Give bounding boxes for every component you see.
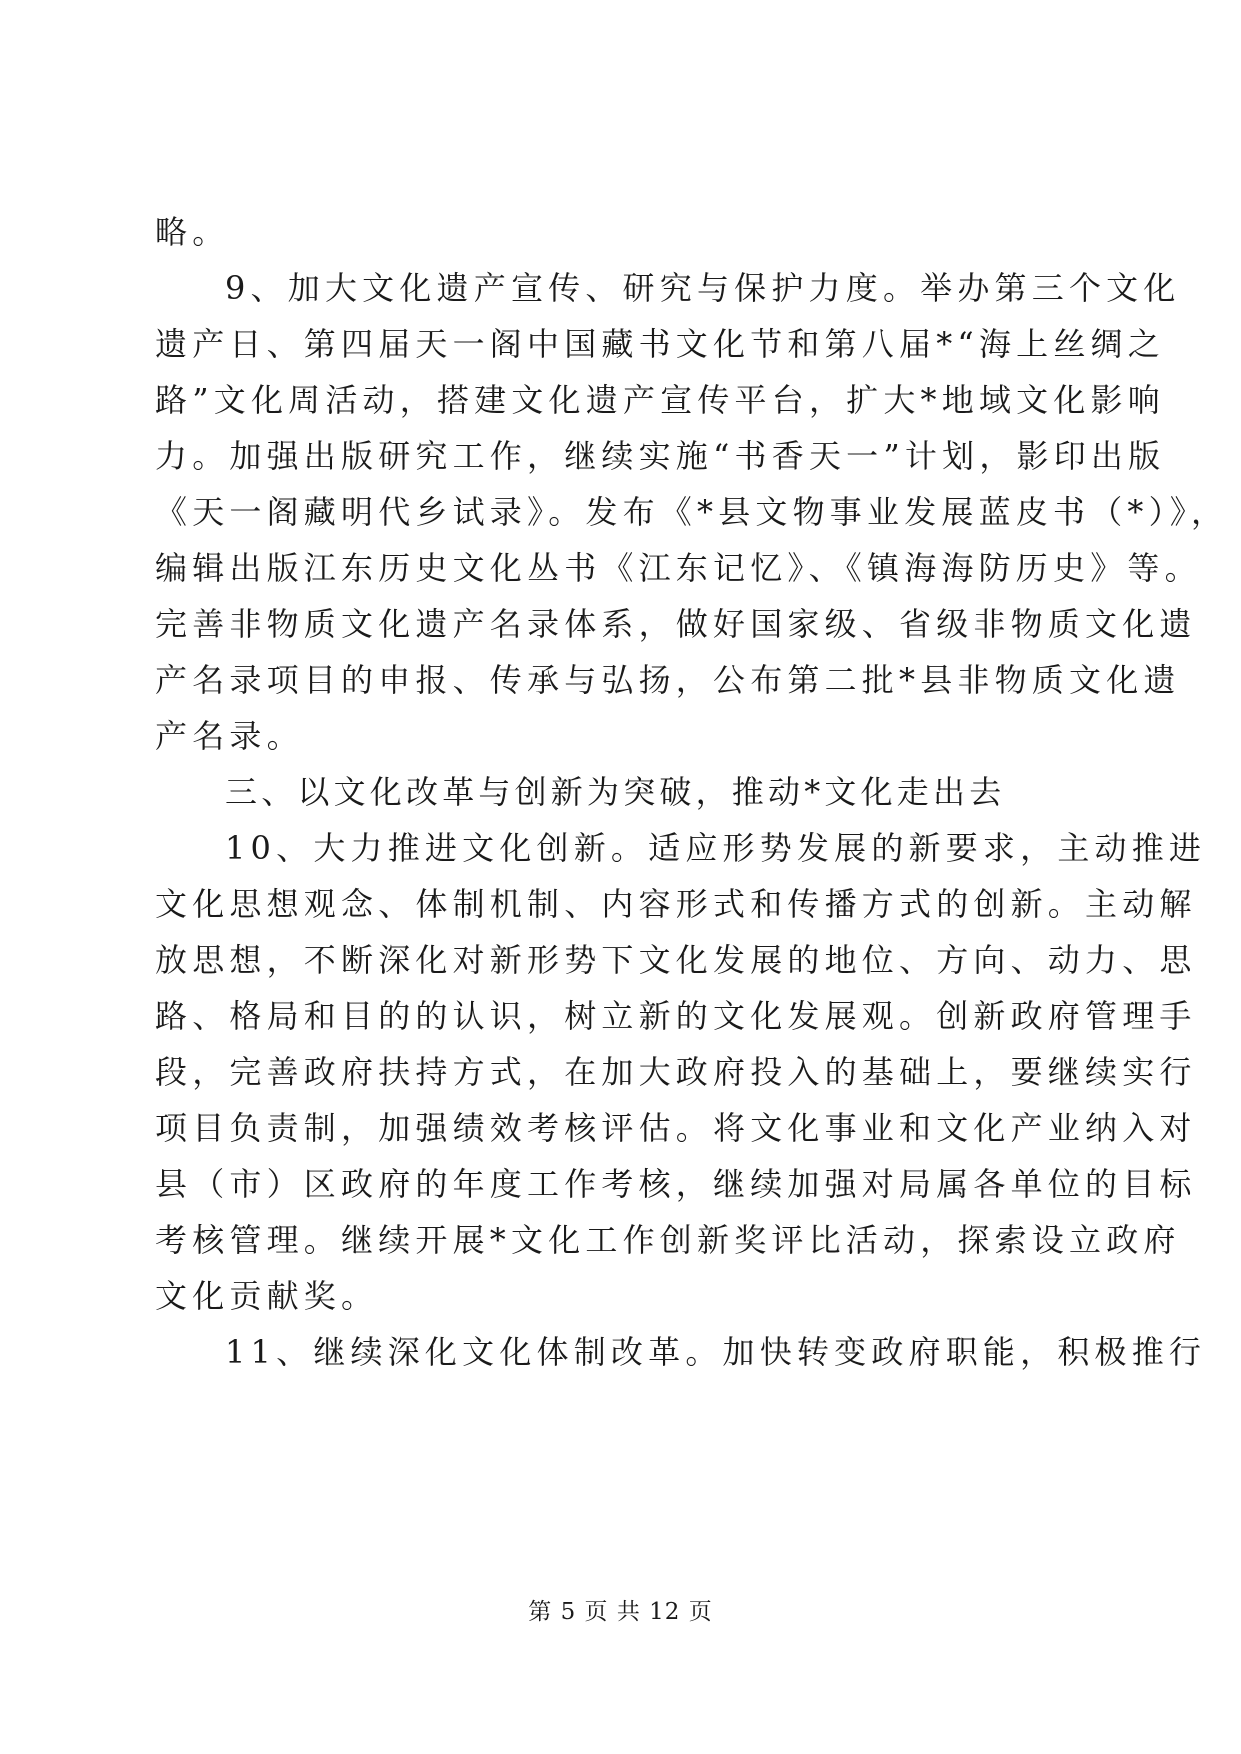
paragraph-line: 产名录。	[155, 717, 304, 755]
paragraph-line: 放思想，不断深化对新形势下文化发展的地位、方向、动力、思	[155, 941, 1197, 979]
paragraph-line: 10、大力推进文化创新。适应形势发展的新要求，主动推进	[225, 829, 1207, 867]
section-heading: 三、以文化改革与创新为突破，推动*文化走出去	[225, 773, 1006, 811]
paragraph-line: 力。加强出版研究工作，继续实施“书香天一”计划，影印出版	[155, 437, 1166, 475]
paragraph-line: 文化思想观念、体制机制、内容形式和传播方式的创新。主动解	[155, 885, 1197, 923]
paragraph-line: 编辑出版江东历史文化丛书《江东记忆》、《镇海海防历史》等。	[155, 549, 1202, 587]
paragraph-line: 完善非物质文化遗产名录体系，做好国家级、省级非物质文化遗	[155, 605, 1197, 643]
paragraph-line: 段，完善政府扶持方式，在加大政府投入的基础上，要继续实行	[155, 1053, 1197, 1091]
paragraph-line: 《天一阁藏明代乡试录》。发布《*县文物事业发展蓝皮书（*）》，	[155, 493, 1229, 531]
paragraph-line: 产名录项目的申报、传承与弘扬，公布第二批*县非物质文化遗	[155, 661, 1181, 699]
paragraph-line: 路、格局和目的的认识，树立新的文化发展观。创新政府管理手	[155, 997, 1197, 1035]
paragraph-line: 县（市）区政府的年度工作考核，继续加强对局属各单位的目标	[155, 1165, 1197, 1203]
page-number-footer: 第 5 页 共 12 页	[528, 1599, 713, 1625]
paragraph-line: 项目负责制，加强绩效考核评估。将文化事业和文化产业纳入对	[155, 1109, 1197, 1147]
paragraph-line: 11、继续深化文化体制改革。加快转变政府职能，积极推行	[225, 1333, 1207, 1371]
paragraph-line: 路”文化周活动，搭建文化遗产宣传平台，扩大*地域文化影响	[155, 381, 1165, 419]
paragraph-line: 略。	[155, 213, 230, 251]
paragraph-line: 9、加大文化遗产宣传、研究与保护力度。举办第三个文化	[225, 269, 1181, 307]
paragraph-line: 遗产日、第四届天一阁中国藏书文化节和第八届*“海上丝绸之	[155, 325, 1165, 363]
paragraph-line: 考核管理。继续开展*文化工作创新奖评比活动，探索设立政府	[155, 1221, 1181, 1259]
paragraph-line: 文化贡献奖。	[155, 1277, 379, 1315]
